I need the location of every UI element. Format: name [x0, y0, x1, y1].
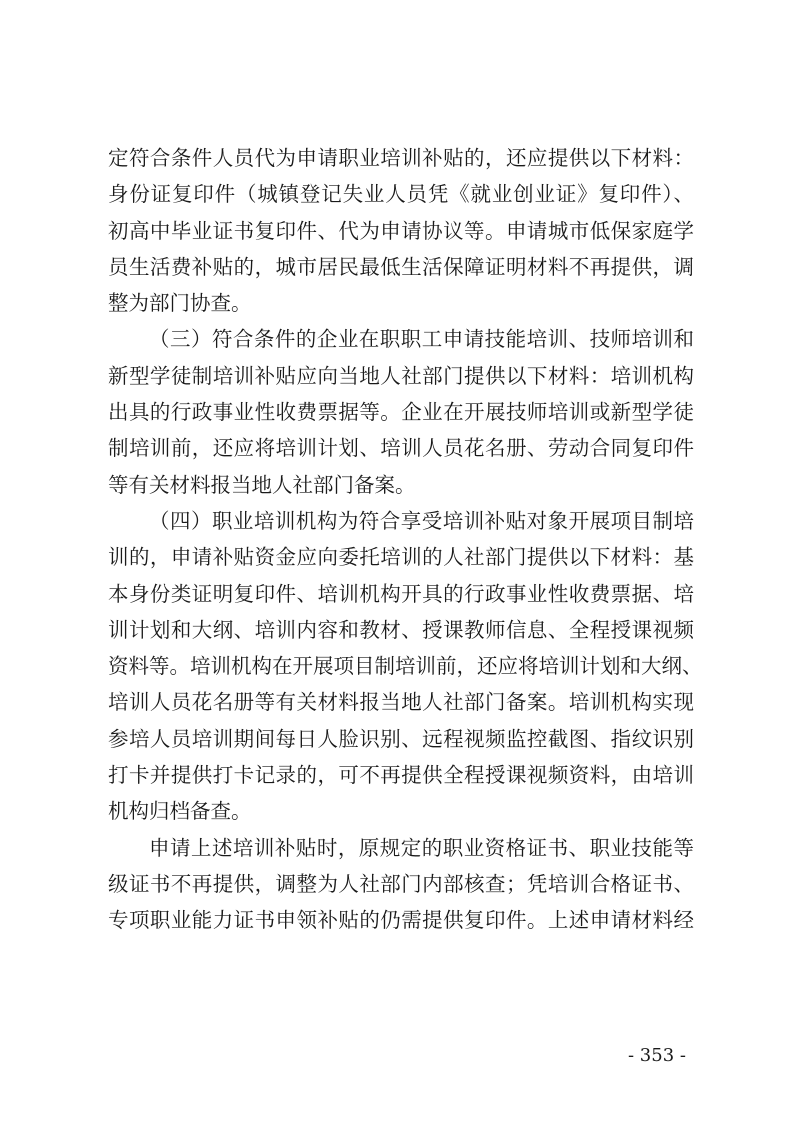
text-line: 培训人员花名册等有关材料报当地人社部门备案。培训机构实现 [108, 690, 694, 715]
text-line: 出具的行政事业性收费票据等。企业在开展技师培训或新型学徒 [108, 400, 694, 425]
text-line: 本身份类证明复印件、培训机构开具的行政事业性收费票据、培 [108, 581, 694, 606]
text-line: 身份证复印件（城镇登记失业人员凭《就业创业证》复印件）、 [108, 182, 694, 207]
text-line: 初高中毕业证书复印件、代为申请协议等。申请城市低保家庭学 [108, 218, 694, 243]
page-number: - 353 - [628, 1045, 686, 1066]
text-line: 训的，申请补贴资金应向委托培训的人社部门提供以下材料：基 [108, 545, 694, 570]
text-line: 机构归档备查。 [108, 799, 252, 824]
text-line: 制培训前，还应将培训计划、培训人员花名册、劳动合同复印件 [108, 436, 694, 461]
text-line: 打卡并提供打卡记录的，可不再提供全程授课视频资料，由培训 [108, 763, 694, 788]
text-line: 级证书不再提供，调整为人社部门内部核查；凭培训合格证书、 [108, 871, 694, 896]
text-line: （三）符合条件的企业在职职工申请技能培训、技师培训和 [149, 327, 694, 352]
text-line: 新型学徒制培训补贴应向当地人社部门提供以下材料：培训机构 [108, 363, 694, 388]
text-line: 申请上述培训补贴时，原规定的职业资格证书、职业技能等 [149, 835, 694, 860]
paragraph-4 [108, 830, 694, 939]
text-line: 整为部门协查。 [108, 291, 252, 316]
body-text [108, 140, 703, 939]
text-line: 参培人员培训期间每日人脸识别、远程视频监控截图、指纹识别 [108, 726, 694, 751]
text-line: 等有关材料报当地人社部门备案。 [108, 472, 416, 497]
paragraph-3 [108, 503, 703, 830]
text-line: 员生活费补贴的，城市居民最低生活保障证明材料不再提供，调 [108, 254, 694, 279]
text-line: 资料等。培训机构在开展项目制培训前，还应将培训计划和大纲、 [108, 654, 703, 679]
text-line: 定符合条件人员代为申请职业培训补贴的，还应提供以下材料： [108, 146, 694, 170]
text-line: 训计划和大纲、培训内容和教材、授课教师信息、全程授课视频 [108, 617, 694, 642]
text-line: 专项职业能力证书申领补贴的仍需提供复印件。上述申请材料经 [108, 908, 694, 933]
text-line: （四）职业培训机构为符合享受培训补贴对象开展项目制培 [149, 508, 694, 533]
paragraph-2 [108, 321, 694, 502]
paragraph-1 [108, 140, 694, 321]
